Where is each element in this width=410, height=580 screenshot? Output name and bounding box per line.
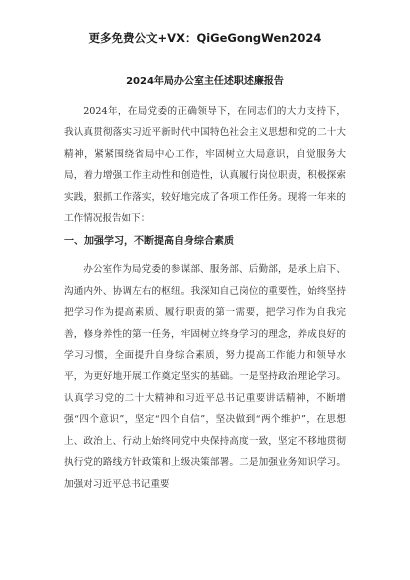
watermark-header: 更多免费公文+VX：QiGeGongWen2024 bbox=[88, 31, 322, 45]
document-title: 2024年局办公室主任述职述廉报告 bbox=[126, 76, 284, 87]
intro-paragraph: 2024年，在局党委的正确领导下，在同志们的大力支持下，我认真贯彻落实习近平新时代中国特色社会主义思想和党的二十大精神，紧紧围绕省局中心工作，牢固树立大局意识，自觉服务大局，着力增强工作主动性和创造性，认真履行岗位职责，积极探索实践，狠抓工作落实，较好地完成了各项工作任务。现将一年来的工作情况报告如下： bbox=[64, 106, 346, 225]
section-heading-1: 一、加强学习，不断提高自身综合素质 bbox=[64, 236, 234, 248]
section-1-paragraph: 办公室作为局党委的参谋部、服务部、后勤部，是承上启下、沟通内外、协调左右的枢纽。我深知自己岗位的重要性，始终坚持把学习作为提高素质、履行职责的第一需要，把学习作为自我完善，修身养性的第一任务，牢固树立终身学习的理念，养成良好的学习习惯，全面提升自身综合素质，努力提高工作能力和领导水平，为更好地开展工作奠定坚实的基础。一是坚持政治理论学习。认真学习党的二十大精神和习近平总书记重要讲话精神，不断增强“四个意识”，坚定“四个自信”，坚决做到“两个维护”，在思想上、政治上、行动上始终同党中央保持高度一致，坚定不移地贯彻执行党的路线方针政策和上级决策部署。二是加强业务知识学习。加强对习近平总书记重要 bbox=[64, 264, 346, 490]
